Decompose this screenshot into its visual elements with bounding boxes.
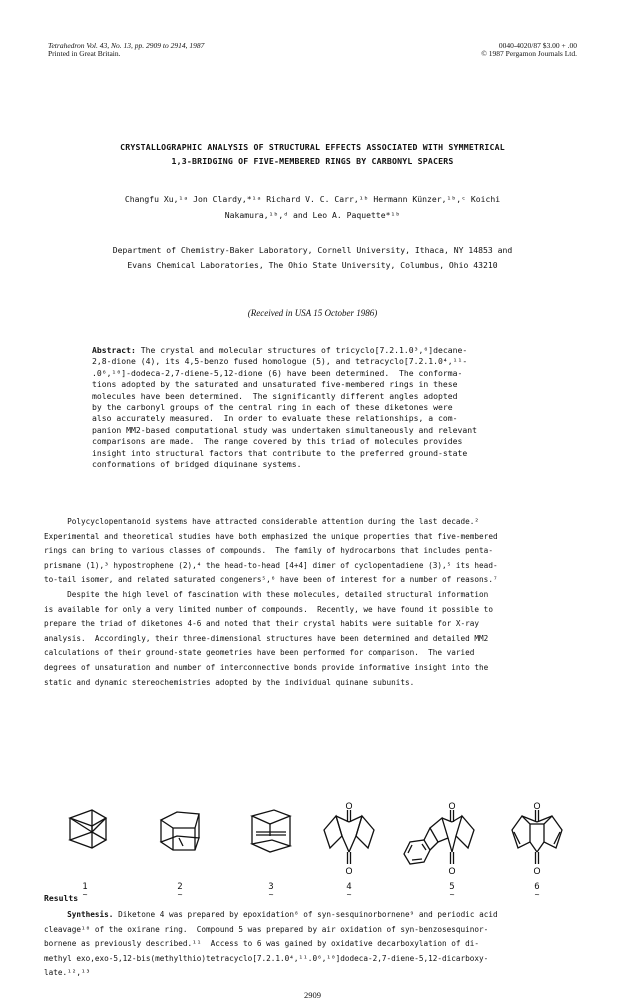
authors-line-1: Changfu Xu,¹ᵃ Jon Clardy,*¹ᵃ Richard V. C. Carr,¹ᵇ Hermann Künzer,¹ᵇ,ᶜ Koichi [124,194,501,204]
authors-line-2: Nakamura,¹ᵇ,ᵈ and Leo A. Paquette*¹ᵇ [224,210,401,220]
received-date: (Received in USA 15 October 1986) [247,308,378,318]
structure-label-5: 5 ~ [449,882,455,899]
page-number: 2909 [304,990,321,1000]
results-heading: Results [44,893,79,903]
abstract-line: 2,8-dione (4), its 4,5-benzo fused homologue (5), and tetracyclo[7.2.1.0⁴,¹¹- [92,356,468,367]
affiliation-line-1: Department of Chemistry-Baker Laboratory, Cornell University, Ithaca, NY 14853 and [112,245,513,255]
abstract-label: Abstract: [92,345,136,355]
abstract-line: by the carbonyl groups of the central ring in each of these diketones were [92,402,453,413]
structure-label-1: 1 ~ [82,882,88,899]
structure-label-6: 6 ~ [534,882,540,899]
abstract-line: .0⁶,¹⁰]-dodeca-2,7-diene-5,12-dione (6) have been determined. The conforma- [92,367,463,378]
oxygen-label: O [533,802,541,811]
abstract-line: tions adopted by the saturated and unsaturated five-membered rings in these [92,379,458,390]
structure-label-3: 3 ~ [268,882,274,899]
abstract [92,345,477,470]
structure-label-2: 2 ~ [177,882,183,899]
article-title-line-2: 1,3-BRIDGING OF FIVE-MEMBERED RINGS BY CARBONYL SPACERS [171,156,454,166]
affiliation-line-2: Evans Chemical Laboratories, The Ohio State University, Columbus, Ohio 43210 [127,260,498,270]
intro-paragraph-2: Despite the high level of fascination with these molecules, detailed structural information is available for only a very limited number of compounds. Recently, we have found it possible to prepare the triad of diketones 4-6 and noted that their crystal habits were suitable for X-ray analysis. Accordingly, their three-dimensional structures have been determined and detailed MM2 calculations of their ground-state geometries have been performed for comparison. The varied degrees of unsaturation and number of interconnective bonds provide informative insight into the static and dynamic stereochemistries adopted by the individual quinane subunits. [44,590,493,687]
price-line: 0040-4020/87 $3.00 + .00 [498,41,577,50]
structure-3-cyclopentadiene-dimer [246,802,296,862]
structure-6-tetracyclic-dienedione [506,802,568,876]
article-title-line-1: CRYSTALLOGRAPHIC ANALYSIS OF STRUCTURAL EFFECTS ASSOCIATED WITH SYMMETRICAL [120,142,505,152]
structure-1-pentaprismane [62,802,110,862]
oxygen-label: O [533,866,541,876]
intro-paragraph-1: Polycyclopentanoid systems have attracted considerable attention during the last decade.² Experimental and theoretical studies have both emphasized the unique properties that five-membered rings can bring to various classes of compounds. The family of hydrocarbons that includes penta- prismane (1),³ hypostrophene (2),⁴ the head-to-head [4+4] dimer of cyclopentadiene (3),⁵ its head- to-tail isomer, and related saturated congeners⁵,⁶ have been of interest for a number of reasons.⁷ [44,517,498,585]
oxygen-label: O [345,802,353,811]
structure-5-benzo-diketone [400,802,480,876]
results-synthesis-paragraph: Synthesis. Diketone 4 was prepared by epoxidation⁸ of syn-sesquinorbornene⁹ and periodic acid cleavage¹⁰ of the oxirane ring. Compound 5 was prepared by air oxidation of syn-benzosesquinor- bornene as previously described.¹¹ Access to 6 was gained by oxidative decarboxylation of di- methyl exo,exo-5,12-bis(methylthio)tetracyclo[7.2.1.0⁴,¹¹.0⁶,¹⁰]dodeca-2,7-diene-5,12-dicarboxy- late.¹²,¹³ [44,910,498,978]
copyright-line: © 1987 Pergamon Journals Ltd. [481,49,577,58]
abstract-line: comparisons are made. The range covered by this triad of molecules provides [92,436,463,447]
abstract-line: The crystal and molecular structures of tricyclo[7.2.1.0³,⁶]decane- [135,345,468,355]
abstract-line: conformations of bridged diquinane systems. [92,459,302,470]
oxygen-label: O [345,866,353,876]
abstract-line: insight into structural factors that contribute to the preferred ground-state [92,447,468,458]
structure-4-diketone [318,802,380,876]
structure-2-hypostrophene [155,802,205,862]
oxygen-label: O [448,866,456,876]
abstract-line: also accurately measured. In order to evaluate these relationships, a com- [92,413,458,424]
abstract-line: molecules have been determined. The significantly different angles adopted [92,390,458,401]
structure-label-4: 4 ~ [346,882,352,899]
oxygen-label: O [448,802,456,811]
printed-line: Printed in Great Britain. [48,49,121,58]
abstract-line: panion MM2-based computational study was undertaken simultaneously and relevant [92,424,477,435]
journal-citation: Tetrahedron Vol. 43, No. 13, pp. 2909 to 2914, 1987 [48,41,205,50]
